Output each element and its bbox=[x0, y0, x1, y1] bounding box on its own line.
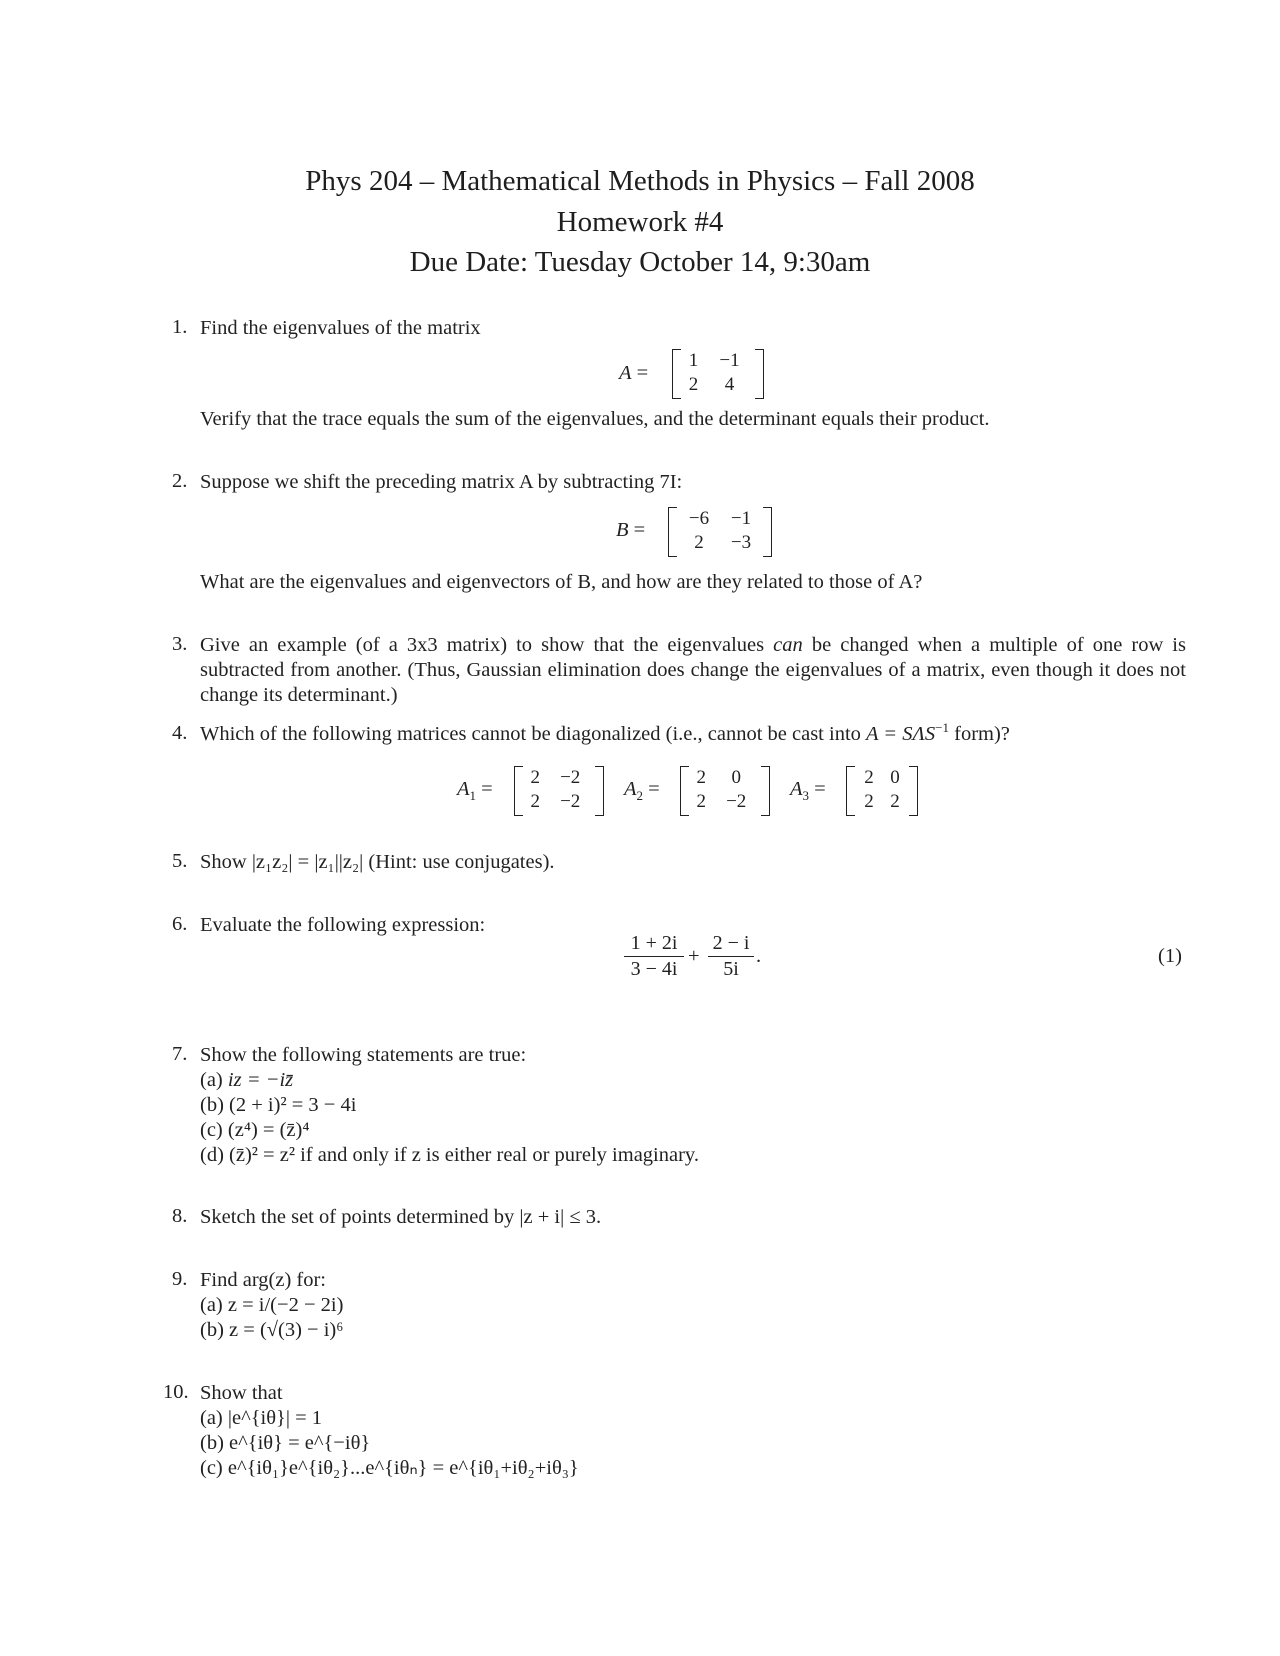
due-date: Due Date: Tuesday October 14, 9:30am bbox=[409, 246, 871, 278]
homework-title: Homework #4 bbox=[556, 206, 724, 238]
problem-7-text: Show the following statements are true: bbox=[200, 1044, 527, 1066]
problem-7d: (d) (z̄)² = z² if and only if z is either real or purely imaginary. bbox=[200, 1144, 699, 1166]
problem-2-matrix-label: B = bbox=[616, 519, 646, 541]
matrix-a3-label: $A_3$ = bbox=[790, 778, 826, 804]
problem-10-number: 10. bbox=[163, 1381, 189, 1403]
matrix-a1-label: $A_1$ = bbox=[457, 778, 493, 804]
problem-9b: (b) z = (√(3) − i)⁶ bbox=[200, 1319, 344, 1341]
matrix-a1: 2 −2 2 −2 bbox=[514, 766, 604, 814]
problem-1-text: Find the eigenvalues of the matrix bbox=[200, 317, 481, 339]
problem-8-text: Sketch the set of points determined by |z + i| ≤ 3. bbox=[200, 1206, 602, 1228]
course-title: Phys 204 – Mathematical Methods in Physics – Fall 2008 bbox=[305, 165, 975, 197]
plus-sign: + bbox=[688, 945, 700, 967]
problem-7c: (c) (z⁴) = (z̄)⁴ bbox=[200, 1119, 310, 1141]
fraction-2: $\frac{2 - i}{5i}$ bbox=[708, 932, 754, 981]
problem-2-text: Suppose we shift the preceding matrix A by subtracting 7I: bbox=[200, 471, 683, 493]
problem-9-number: 9. bbox=[172, 1268, 188, 1290]
problem-10a: (a) |e^{iθ}| = 1 bbox=[200, 1407, 323, 1429]
problem-7b: (b) (2 + i)² = 3 − 4i bbox=[200, 1094, 357, 1116]
problem-7-number: 7. bbox=[172, 1043, 188, 1065]
problem-8-number: 8. bbox=[172, 1205, 188, 1227]
equation-number: (1) bbox=[1158, 945, 1182, 967]
problem-4-number: 4. bbox=[172, 722, 188, 744]
problem-5-text: Show |z₁z₂| = |z₁||z₂| (Hint: use conjugates). bbox=[200, 851, 555, 873]
problem-9-text: Find arg(z) for: bbox=[200, 1269, 327, 1291]
problem-10c: (c) e^{iθ₁}e^{iθ₂}...e^{iθₙ} = e^{iθ₁+iθ₂+iθ₃} bbox=[200, 1457, 579, 1479]
problem-1-matrix-label: A = bbox=[619, 362, 649, 384]
matrix-a2-label: $A_2$ = bbox=[624, 778, 660, 804]
problem-6-number: 6. bbox=[172, 913, 188, 935]
problem-10b: (b) e^{iθ} = e^{−iθ} bbox=[200, 1432, 371, 1454]
problem-3-number: 3. bbox=[172, 633, 188, 655]
problem-9a: (a) z = i/(−2 − 2i) bbox=[200, 1294, 344, 1316]
problem-2-number: 2. bbox=[172, 470, 188, 492]
matrix-a3: 2 0 2 2 bbox=[846, 766, 918, 814]
problem-3-text: Give an example (of a 3x3 matrix) to show that the eigenvalues can be changed when a multiple of one row is subtracted from another. (Thus, Gaussian elimination does change the eigenvalues of a matrix, even though it does not change its determinant.) bbox=[200, 634, 1186, 706]
problem-6-text: Evaluate the following expression: bbox=[200, 914, 486, 936]
problem-1-followup: Verify that the trace equals the sum of the eigenvalues, and the determinant equals their product. bbox=[200, 408, 990, 430]
problem-1-matrix: 1 −1 2 4 bbox=[672, 349, 764, 397]
problem-7a: (a) iz = −iz̄ bbox=[200, 1069, 294, 1091]
problem-10-text: Show that bbox=[200, 1382, 283, 1404]
problem-1-number: 1. bbox=[172, 316, 188, 338]
problem-2-matrix: −6 −1 2 −3 bbox=[668, 507, 772, 555]
problem-5-number: 5. bbox=[172, 850, 188, 872]
expression-period: . bbox=[756, 945, 762, 967]
fraction-1: $\frac{1 + 2i}{3 - 4i}$ bbox=[624, 932, 684, 981]
problem-2-followup: What are the eigenvalues and eigenvectors of B, and how are they related to those of A? bbox=[200, 571, 923, 593]
matrix-a2: 2 0 2 −2 bbox=[680, 766, 770, 814]
problem-4-text: Which of the following matrices cannot be diagonalized (i.e., cannot be cast into $A = S\Lambda S^{-1}$ form)? bbox=[200, 720, 1010, 745]
